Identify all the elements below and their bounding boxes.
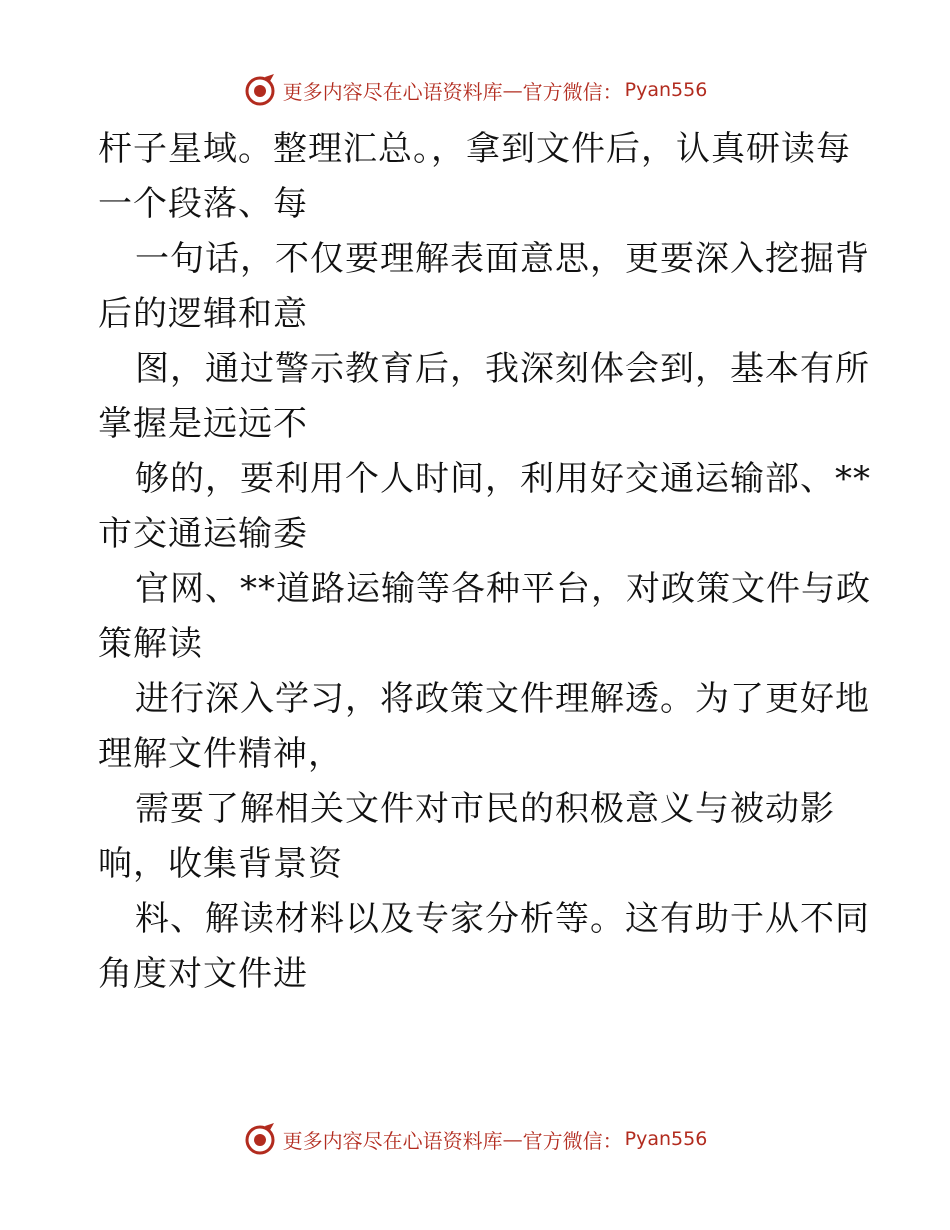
text-line: 杆子星域。整理汇总。，拿到文件后，认真研读每 bbox=[98, 129, 851, 169]
text-line: 一句话，不仅要理解表面意思，更要深入挖掘背 bbox=[135, 239, 870, 279]
document-body bbox=[98, 122, 871, 1002]
text-line: 够的，要利用个人时间，利用好交通运输部、** bbox=[135, 459, 871, 499]
text-line: 料、解读材料以及专家分析等。这有助于从不同 bbox=[135, 899, 870, 939]
brush-seal-logo-icon bbox=[243, 1122, 277, 1156]
watermark-wechat-id: Pyan556 bbox=[624, 79, 708, 101]
text-line: 掌握是远远不 bbox=[98, 404, 308, 444]
watermark-text: 更多内容尽在心语资料库 bbox=[282, 79, 503, 104]
text-line: 市交通运输委 bbox=[98, 514, 308, 554]
text-line: 进行深入学习，将政策文件理解透。为了更好地 bbox=[135, 679, 870, 719]
watermark-separator: — bbox=[502, 78, 523, 102]
text-line: 官网、**道路运输等各种平台，对政策文件与政 bbox=[135, 569, 871, 609]
text-line: 图，通过警示教育后，我深刻体会到，基本有所 bbox=[135, 349, 870, 389]
text-line: 需要了解相关文件对市民的积极意义与被动影 bbox=[135, 789, 835, 829]
text-line: 理解文件精神， bbox=[98, 734, 343, 774]
text-line: 策解读 bbox=[98, 624, 203, 664]
footer-watermark bbox=[0, 1119, 950, 1159]
text-line: 一个段落、每 bbox=[98, 184, 308, 224]
brush-seal-logo-icon bbox=[243, 73, 277, 107]
text-line: 角度对文件进 bbox=[98, 954, 308, 994]
text-line: 后的逻辑和意 bbox=[98, 294, 308, 334]
header-watermark bbox=[0, 70, 950, 110]
text-line: 响，收集背景资 bbox=[98, 844, 343, 884]
watermark-wechat-label: 官方微信： bbox=[522, 1128, 623, 1153]
watermark-text: 更多内容尽在心语资料库 bbox=[282, 1128, 503, 1153]
watermark-wechat-id: Pyan556 bbox=[624, 1128, 708, 1150]
watermark-separator: — bbox=[502, 1127, 523, 1151]
watermark-wechat-label: 官方微信： bbox=[522, 79, 623, 104]
